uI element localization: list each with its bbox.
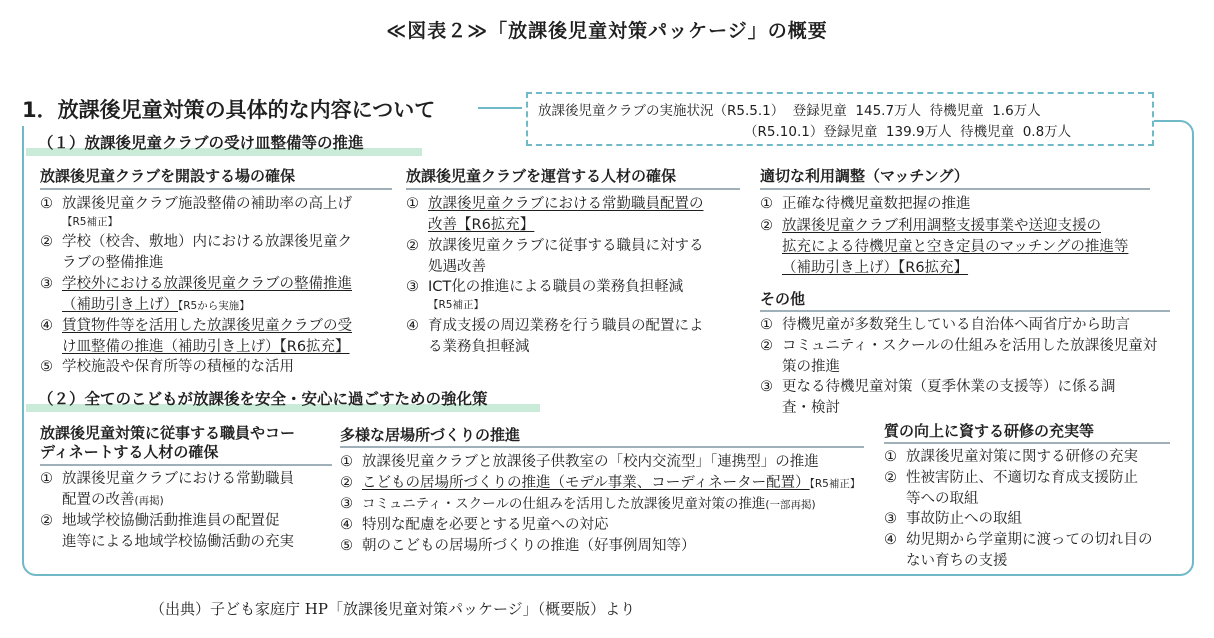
s1-col3-rule [760, 188, 1150, 190]
other-heading: その他 [760, 290, 806, 308]
section1-heading: （１）放課後児童クラブの受け皿整備等の推進 [26, 130, 422, 156]
s1-col2-heading: 放課後児童クラブを運営する人材の確保 [406, 167, 677, 185]
s1-col1-rule [40, 188, 392, 190]
other-rule [760, 310, 1170, 312]
section2-heading: （２）全てのこどもが放課後を安全・安心に過ごすための強化策 [26, 386, 540, 412]
figure-title: ≪図表２≫「放課後児童対策パッケージ」の概要 [386, 20, 828, 42]
s2-col2-rule [340, 446, 864, 448]
s2-col3-rule [884, 442, 1170, 444]
status-box [526, 92, 1154, 146]
s1-col1-heading: 放課後児童クラブを開設する場の確保 [40, 167, 296, 185]
status-line-2: （R5.10.1）登録児童 139.9万人 待機児童 0.8万人 [744, 124, 1072, 140]
s2-col1-rule [40, 464, 332, 466]
s1-col3-heading: 適切な利用調整（マッチング） [760, 167, 969, 185]
main-heading: 1．放課後児童対策の具体的な内容について [22, 98, 436, 122]
s2-col3-heading: 質の向上に資する研修の充実等 [884, 422, 1095, 440]
connector-line [478, 107, 522, 109]
s1-col2-rule [406, 188, 740, 190]
s2-col1-heading: 放課後児童対策に従事する職員やコー ディネートする人材の確保 [40, 424, 296, 461]
status-line-1: 放課後児童クラブの実施状況（R5.5.1） 登録児童 145.7万人 待機児童 1.6万人 [538, 103, 1041, 119]
s2-col2-heading: 多様な居場所づくりの推進 [340, 426, 521, 444]
source-citation: （出典）子ども家庭庁 HP「放課後児童対策パッケージ」（概要版）より [150, 600, 636, 618]
